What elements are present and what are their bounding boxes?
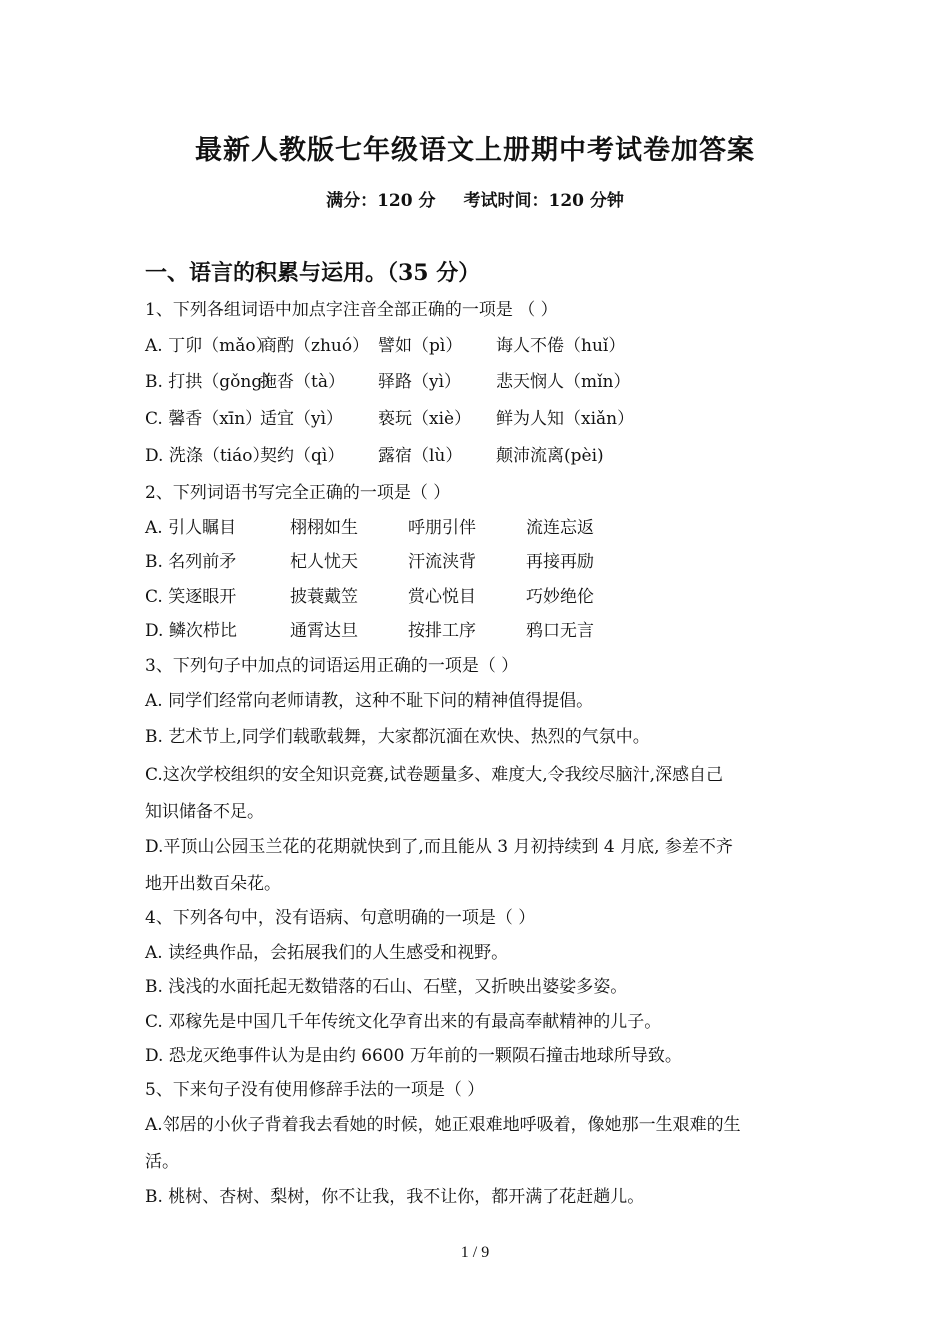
question-4-option-c: C. 邓稼先是中国几千年传统文化孕育出来的有最高奉献精神的儿子。 — [145, 1012, 662, 1032]
q2-a-item-2: 栩栩如生 — [290, 518, 358, 538]
q2-a-item-4: 流连忘返 — [526, 518, 594, 538]
q2-c-item-2: 披蓑戴笠 — [290, 587, 358, 607]
q1-a-item-4: 诲人不倦（huǐ） — [496, 336, 626, 356]
q2-c-item-3: 赏心悦目 — [408, 587, 476, 607]
question-1-option-b — [145, 367, 631, 392]
exam-meta — [0, 186, 950, 211]
question-4-stem: 4、下列各句中，没有语病、句意明确的一项是（ ） — [145, 908, 536, 928]
question-3-option-c-line-2: 知识储备不足。 — [145, 802, 264, 822]
question-1-option-c — [145, 404, 634, 429]
q2-b-item-4: 再接再励 — [526, 552, 594, 572]
q1-d-item-1: D. 洗涤（tiáo） — [145, 446, 270, 466]
question-5-stem: 5、下来句子没有使用修辞手法的一项是（ ） — [145, 1080, 485, 1100]
q2-b-item-1: B. 名列前矛 — [145, 552, 237, 572]
question-2-option-c — [145, 582, 594, 607]
q1-d-item-4: 颠沛流离(pèi) — [496, 446, 604, 466]
question-1-option-a — [145, 331, 625, 356]
q2-d-item-2: 通霄达旦 — [290, 621, 358, 641]
q2-b-item-3: 汗流浃背 — [408, 552, 476, 572]
question-1-stem: 1、下列各组词语中加点字注音全部正确的一项是 （ ） — [145, 300, 558, 320]
question-2-option-b — [145, 547, 594, 572]
question-5-option-b: B. 桃树、杏树、梨树，你不让我，我不让你，都开满了花赶趟儿。 — [145, 1187, 645, 1207]
q1-c-item-4: 鲜为人知（xiǎn） — [496, 409, 635, 429]
q2-d-item-3: 按排工序 — [408, 621, 476, 641]
q2-b-item-2: 杞人忧天 — [290, 552, 358, 572]
question-3-option-d-line-2: 地开出数百朵花。 — [145, 874, 281, 894]
question-4-option-b: B. 浅浅的水面托起无数错落的石山、石壁，又折映出婆娑多姿。 — [145, 977, 628, 997]
question-2-option-d — [145, 616, 594, 641]
question-3-stem: 3、下列句子中加点的词语运用正确的一项是（ ） — [145, 656, 519, 676]
q1-b-item-3: 驿路（yì） — [378, 372, 462, 392]
q1-a-item-2: 商酌（zhuó） — [260, 336, 370, 356]
section-heading: 一、语言的积累与运用。（35 分） — [145, 260, 481, 286]
question-3-option-b: B. 艺术节上,同学们载歌载舞，大家都沉湎在欢快、热烈的气氛中。 — [145, 727, 650, 747]
q2-a-item-1: A. 引人瞩目 — [145, 518, 237, 538]
q1-b-item-4: 悲天悯人（mǐn） — [496, 372, 631, 392]
q2-c-item-1: C. 笑逐眼开 — [145, 587, 237, 607]
question-5-option-a-line-1: A.邻居的小伙子背着我去看她的时候，她正艰难地呼吸着，像她那一生艰难的生 — [145, 1115, 741, 1135]
q1-c-item-3: 亵玩（xiè） — [378, 409, 472, 429]
question-4-option-a: A. 读经典作品，会拓展我们的人生感受和视野。 — [145, 943, 509, 963]
page-title: 最新人教版七年级语文上册期中考试卷加答案 — [195, 135, 755, 166]
q1-b-item-2: 拖沓（tà） — [260, 372, 345, 392]
q2-d-item-4: 鸦口无言 — [526, 621, 594, 641]
q2-c-item-4: 巧妙绝伦 — [526, 587, 594, 607]
question-3-option-d-line-1: D.平顶山公园玉兰花的花期就快到了,而且能从 3 月初持续到 4 月底, 参差不齐 — [145, 837, 733, 857]
question-3-option-c-line-1: C.这次学校组织的安全知识竞赛,试卷题量多、难度大,令我绞尽脑汁,深感自己 — [145, 765, 724, 785]
q1-c-item-2: 适宜（yì） — [260, 409, 344, 429]
q1-a-item-3: 譬如（pì） — [378, 336, 463, 356]
q1-b-item-1: B. 打拱（gǒng） — [145, 372, 280, 392]
question-2-option-a — [145, 513, 594, 538]
page-number: 1 / 9 — [460, 1244, 490, 1261]
q2-d-item-1: D. 鳞次栉比 — [145, 621, 237, 641]
full-score: 满分：120 分 — [326, 191, 436, 211]
question-1-option-d — [145, 441, 604, 466]
q1-d-item-3: 露宿（lù） — [378, 446, 463, 466]
question-2-stem: 2、下列词语书写完全正确的一项是（ ） — [145, 483, 451, 503]
question-3-option-a: A. 同学们经常向老师请教，这种不耻下问的精神值得提倡。 — [145, 691, 594, 711]
q1-c-item-1: C. 馨香（xīn） — [145, 409, 263, 429]
exam-time: 考试时间：120 分钟 — [463, 191, 624, 211]
question-5-option-a-line-2: 活。 — [145, 1152, 179, 1172]
question-4-option-d: D. 恐龙灭绝事件认为是由约 6600 万年前的一颗陨石撞击地球所导致。 — [145, 1046, 682, 1066]
q1-a-item-1: A. 丁卯（mǎo） — [145, 336, 273, 356]
q2-a-item-3: 呼朋引伴 — [408, 518, 476, 538]
q1-d-item-2: 契约（qì） — [260, 446, 345, 466]
